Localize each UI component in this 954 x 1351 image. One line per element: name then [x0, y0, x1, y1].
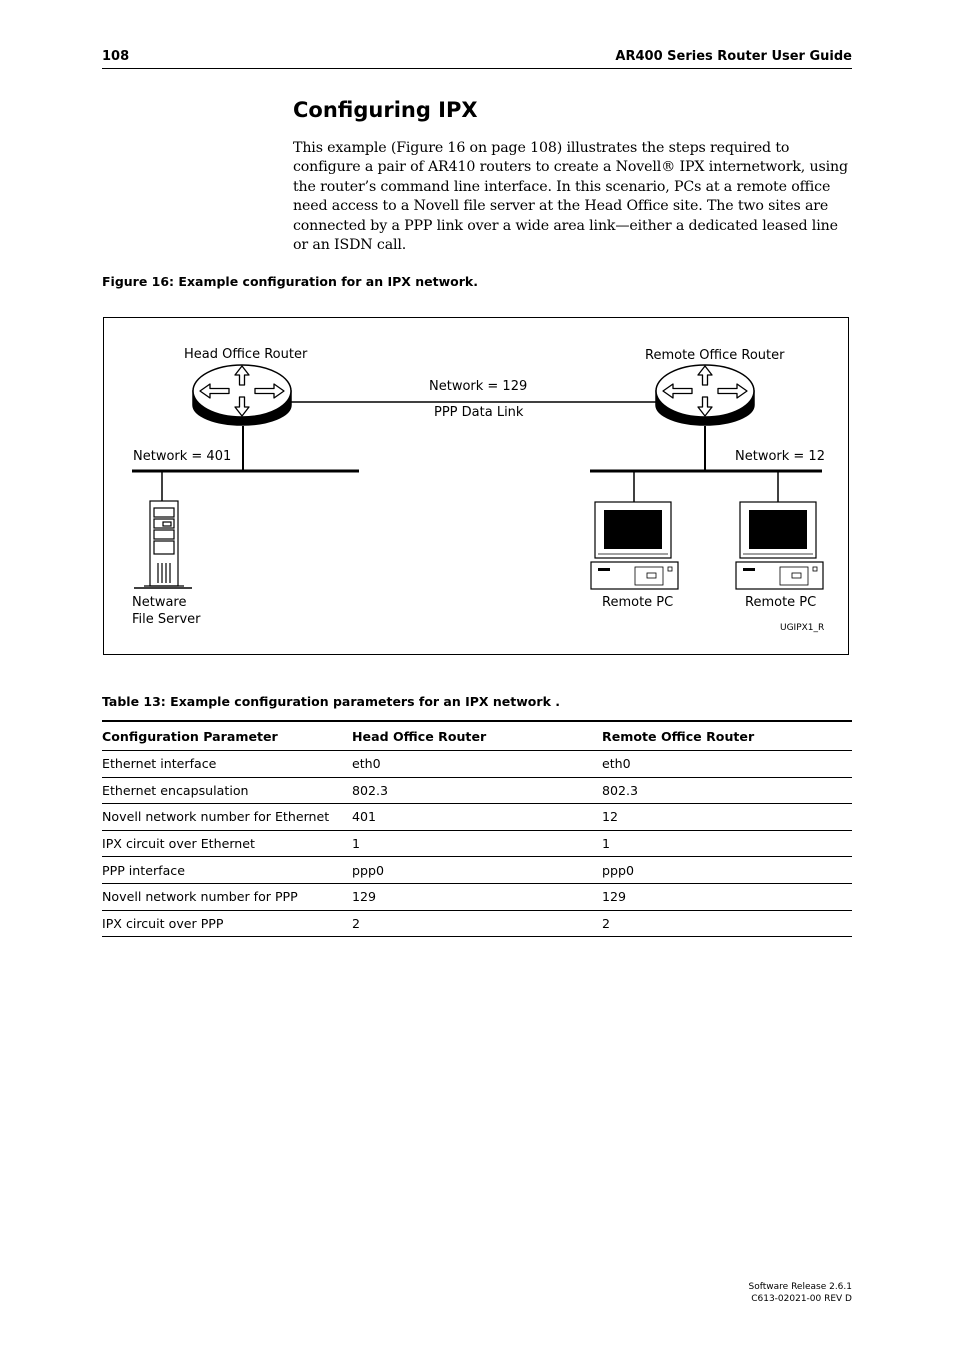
table-cell: IPX circuit over PPP [102, 910, 352, 937]
config-params-table [102, 720, 852, 937]
head-lan-network-label: Network = 401 [133, 449, 232, 464]
table-header-row [102, 721, 852, 751]
table-cell: Ethernet interface [102, 751, 352, 778]
pc-icon [591, 502, 678, 589]
page-footer [749, 1281, 852, 1305]
table-cell: 1 [602, 830, 852, 857]
table-cell: Novell network number for PPP [102, 883, 352, 910]
table-row [102, 883, 852, 910]
router-icon [193, 365, 291, 425]
table-caption: Table 13: Example configuration parameters for an IPX network . [102, 694, 560, 709]
table-cell: 12 [602, 804, 852, 831]
table-cell: 401 [352, 804, 602, 831]
remote-router-label: Remote Office Router [645, 348, 785, 363]
figure-id: UGIPX1_R [780, 623, 825, 633]
network-diagram [103, 317, 849, 655]
pc2-label: Remote PC [745, 595, 817, 610]
server-label-line1: Netware [132, 595, 187, 610]
document-title: AR400 Series Router User Guide [615, 49, 852, 64]
pc1-label: Remote PC [602, 595, 674, 610]
table-cell: Ethernet encapsulation [102, 777, 352, 804]
table-cell: 2 [352, 910, 602, 937]
table-row [102, 830, 852, 857]
table-cell: eth0 [352, 751, 602, 778]
page-header [102, 48, 852, 69]
table-cell: 802.3 [602, 777, 852, 804]
table-cell: Novell network number for Ethernet [102, 804, 352, 831]
column-header: Remote Office Router [602, 721, 852, 751]
table-cell: eth0 [602, 751, 852, 778]
pc-icon [736, 502, 823, 589]
table-row [102, 804, 852, 831]
table-cell: 129 [602, 883, 852, 910]
column-header: Configuration Parameter [102, 721, 352, 751]
ppp-link-label: PPP Data Link [434, 405, 524, 420]
table-cell: ppp0 [352, 857, 602, 884]
remote-lan-network-label: Network = 12 [735, 449, 825, 464]
software-release: Software Release 2.6.1 [748, 1282, 852, 1292]
figure-caption: Figure 16: Example configuration for an IPX network. [102, 274, 478, 289]
page-number: 108 [102, 49, 130, 64]
table-cell: 802.3 [352, 777, 602, 804]
table-row [102, 751, 852, 778]
wan-network-label: Network = 129 [429, 379, 528, 394]
table-cell: ppp0 [602, 857, 852, 884]
table-row [102, 857, 852, 884]
table-cell: 1 [352, 830, 602, 857]
router-icon [656, 365, 754, 425]
diagram-canvas [104, 318, 850, 656]
table-cell: IPX circuit over Ethernet [102, 830, 352, 857]
file-server-icon [134, 501, 192, 588]
intro-paragraph: This example (Figure 16 on page 108) illustrates the steps required to configure a pair of AR410 routers to create a Novell® IPX internetwork, using the router’s command line interface. In this scenario, PCs at a remote office need access to a Novell file server at the Head Office site. The two sites are connected by a PPP link over a wide area link—either a dedicated leased line or an ISDN call. [293, 140, 848, 254]
table-row [102, 777, 852, 804]
column-header: Head Office Router [352, 721, 602, 751]
server-label-line2: File Server [132, 612, 201, 627]
table-cell: PPP interface [102, 857, 352, 884]
section-title: Configuring IPX [293, 98, 478, 122]
document-number: C613-02021-00 REV D [751, 1294, 852, 1304]
table-cell: 129 [352, 883, 602, 910]
table-row [102, 910, 852, 937]
head-router-label: Head Office Router [184, 347, 308, 362]
table-cell: 2 [602, 910, 852, 937]
